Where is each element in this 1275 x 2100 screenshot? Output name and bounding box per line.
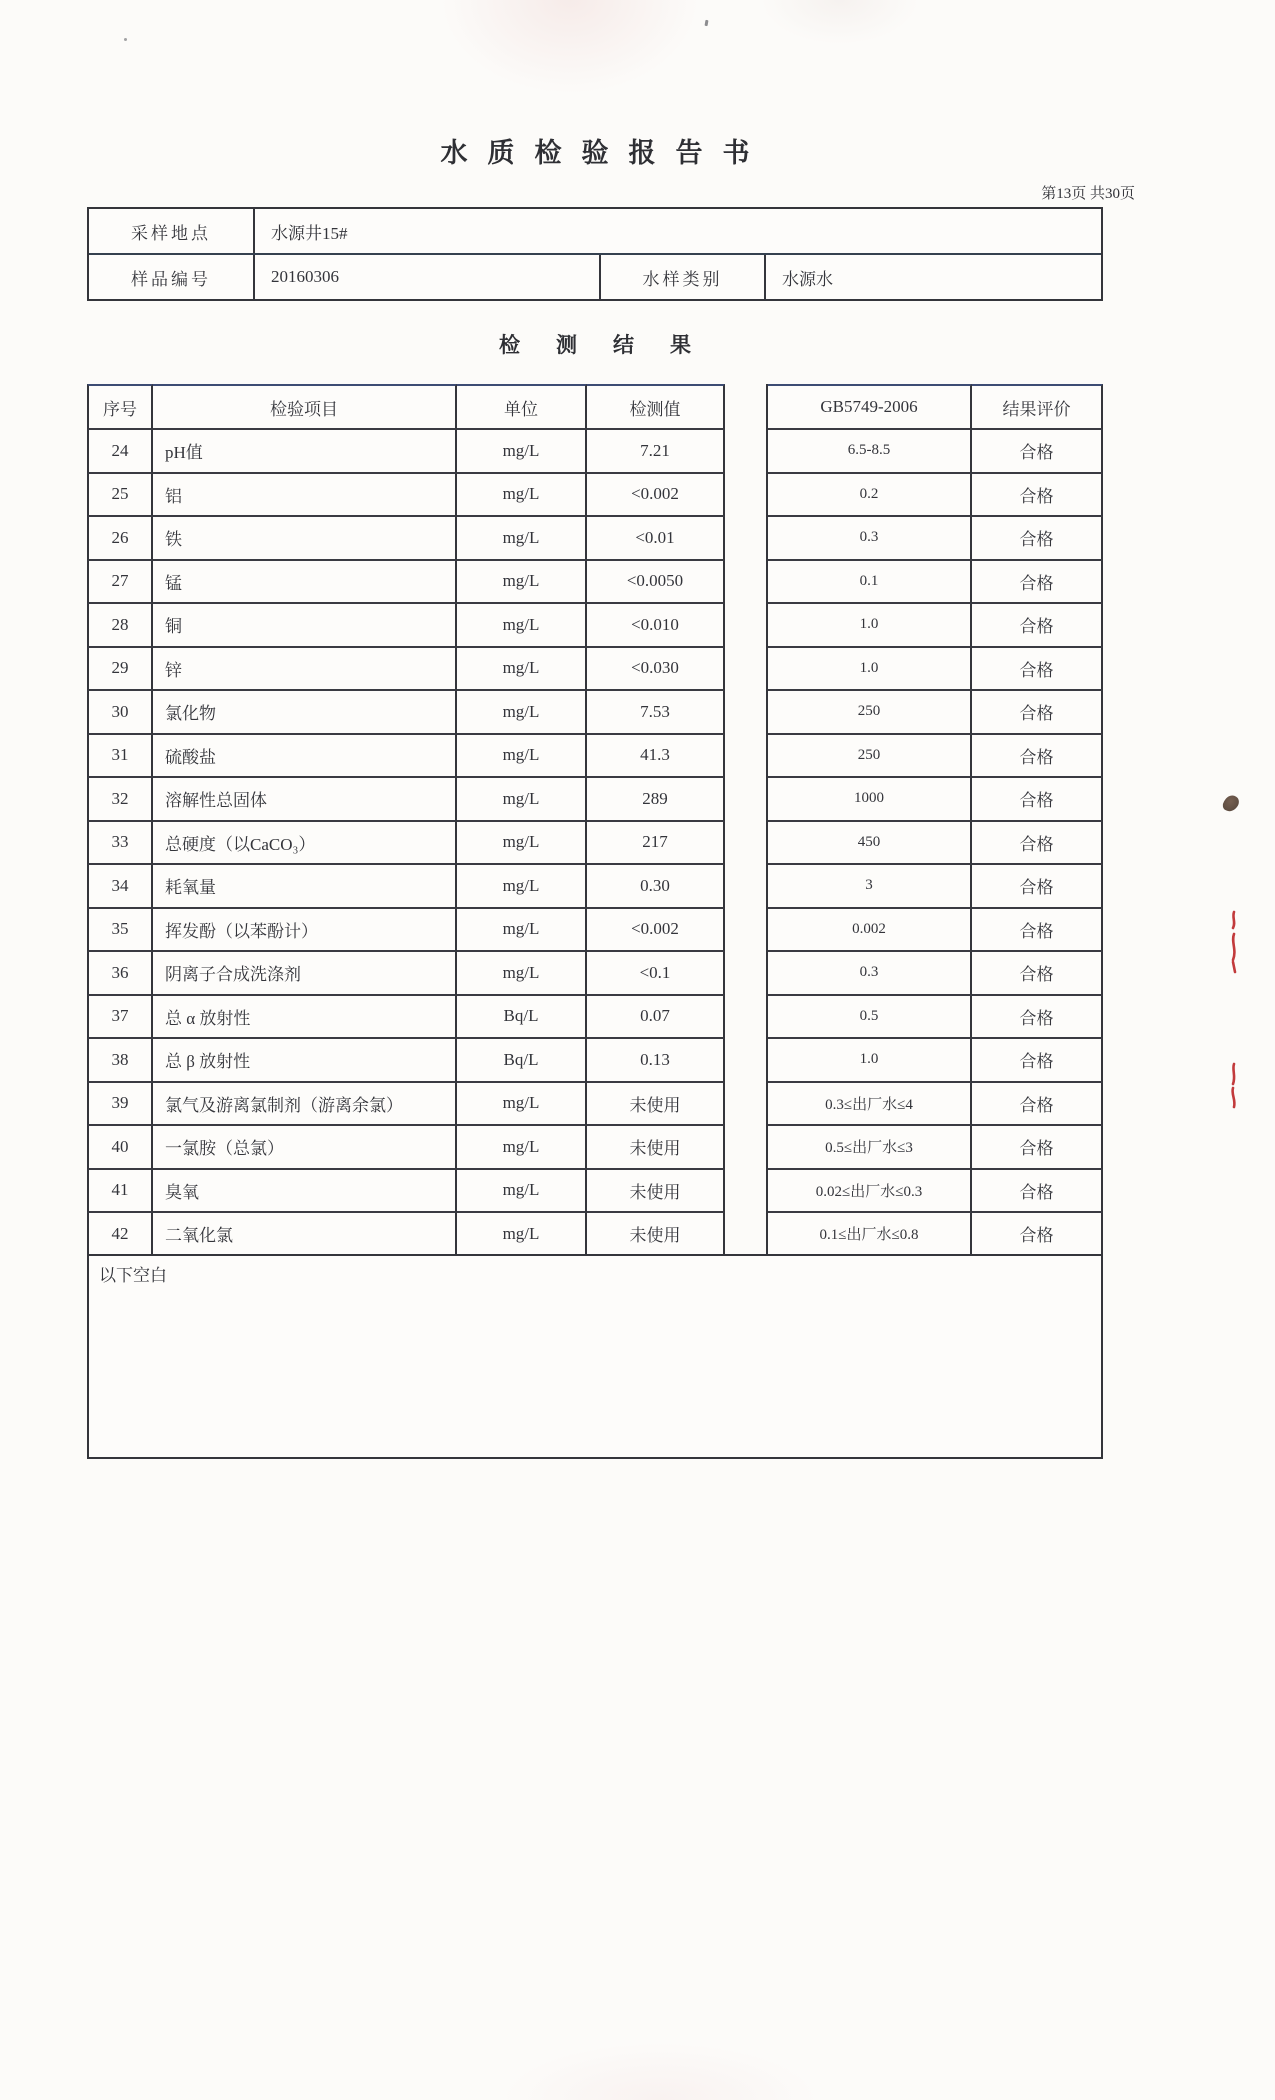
- page-number: 第13页 共30页: [1041, 186, 1135, 202]
- test-item-cell: 总 β 放射性: [153, 1039, 457, 1083]
- table-gap-spacer: [725, 474, 768, 518]
- unit-cell: mg/L: [457, 604, 587, 648]
- column-header-no: 序号: [87, 384, 153, 430]
- row-number-cell: 29: [87, 648, 153, 692]
- test-item-cell: 阴离子合成洗涤剂: [153, 952, 457, 996]
- water-type-value: 水源水: [782, 269, 833, 289]
- test-item-cell: 锰: [153, 561, 457, 605]
- info-row-sample-number: [89, 255, 1101, 299]
- standard-limit-cell: 0.5: [768, 996, 972, 1040]
- unit-cell: mg/L: [457, 735, 587, 779]
- standard-limit-cell: 1.0: [768, 1039, 972, 1083]
- measured-value-cell: 0.07: [587, 996, 725, 1040]
- evaluation-cell: 合格: [972, 735, 1103, 779]
- measured-value-cell: 7.53: [587, 691, 725, 735]
- unit-cell: mg/L: [457, 1126, 587, 1170]
- table-gap-spacer: [725, 822, 768, 866]
- evaluation-cell: 合格: [972, 909, 1103, 953]
- unit-cell: mg/L: [457, 1170, 587, 1214]
- test-item-cell: 耗氧量: [153, 865, 457, 909]
- row-number-cell: 35: [87, 909, 153, 953]
- evaluation-cell: 合格: [972, 1170, 1103, 1214]
- measured-value-cell: <0.002: [587, 909, 725, 953]
- row-number-cell: 28: [87, 604, 153, 648]
- table-gap-spacer: [725, 1126, 768, 1170]
- test-item-cell: 总硬度（以CaCO₃）: [153, 822, 457, 866]
- row-number-cell: 32: [87, 778, 153, 822]
- standard-limit-cell: 0.02≤出厂水≤0.3: [768, 1170, 972, 1214]
- unit-cell: mg/L: [457, 778, 587, 822]
- evaluation-cell: 合格: [972, 1126, 1103, 1170]
- sample-number-label: 样品编号: [89, 255, 255, 299]
- row-number-cell: 37: [87, 996, 153, 1040]
- unit-cell: Bq/L: [457, 996, 587, 1040]
- test-item-cell: 挥发酚（以苯酚计）: [153, 909, 457, 953]
- table-gap-spacer: [725, 517, 768, 561]
- measured-value-cell: <0.030: [587, 648, 725, 692]
- test-item-cell: 一氯胺（总氯）: [153, 1126, 457, 1170]
- row-number-cell: 26: [87, 517, 153, 561]
- measured-value-cell: <0.1: [587, 952, 725, 996]
- measured-value-cell: <0.002: [587, 474, 725, 518]
- row-number-cell: 31: [87, 735, 153, 779]
- row-number-cell: 33: [87, 822, 153, 866]
- evaluation-cell: 合格: [972, 604, 1103, 648]
- row-number-cell: 40: [87, 1126, 153, 1170]
- blank-below-box: [87, 1254, 1103, 1459]
- test-item-cell: 溶解性总固体: [153, 778, 457, 822]
- standard-limit-cell: 0.3: [768, 952, 972, 996]
- sample-info-table: [87, 207, 1103, 301]
- standard-limit-cell: 1.0: [768, 604, 972, 648]
- test-item-cell: 铁: [153, 517, 457, 561]
- unit-cell: Bq/L: [457, 1039, 587, 1083]
- measured-value-cell: 0.13: [587, 1039, 725, 1083]
- water-type-label: 水样类别: [601, 255, 766, 299]
- unit-cell: mg/L: [457, 691, 587, 735]
- test-item-cell: 总 α 放射性: [153, 996, 457, 1040]
- measured-value-cell: <0.01: [587, 517, 725, 561]
- standard-limit-cell: 0.002: [768, 909, 972, 953]
- test-item-cell: 铝: [153, 474, 457, 518]
- unit-cell: mg/L: [457, 909, 587, 953]
- measured-value-cell: <0.0050: [587, 561, 725, 605]
- measured-value-cell: 未使用: [587, 1083, 725, 1127]
- evaluation-cell: 合格: [972, 648, 1103, 692]
- test-item-cell: 二氧化氯: [153, 1213, 457, 1257]
- table-gap-spacer: [725, 1039, 768, 1083]
- measured-value-cell: 289: [587, 778, 725, 822]
- row-number-cell: 24: [87, 430, 153, 474]
- test-item-cell: 硫酸盐: [153, 735, 457, 779]
- table-gap-spacer: [725, 691, 768, 735]
- info-row-sampling-location: [89, 209, 1101, 255]
- row-number-cell: 25: [87, 474, 153, 518]
- column-header-standard: GB5749-2006: [768, 384, 972, 430]
- standard-limit-cell: 1000: [768, 778, 972, 822]
- standard-limit-cell: 0.3≤出厂水≤4: [768, 1083, 972, 1127]
- table-gap-spacer: [725, 430, 768, 474]
- test-item-cell: pH值: [153, 430, 457, 474]
- evaluation-cell: 合格: [972, 1083, 1103, 1127]
- standard-limit-cell: 250: [768, 691, 972, 735]
- sample-number-value: 20160306: [255, 255, 601, 299]
- measured-value-cell: 41.3: [587, 735, 725, 779]
- row-number-cell: 42: [87, 1213, 153, 1257]
- standard-limit-cell: 1.0: [768, 648, 972, 692]
- evaluation-cell: 合格: [972, 430, 1103, 474]
- test-item-cell: 氯化物: [153, 691, 457, 735]
- report-title: 水质检验报告书: [440, 138, 770, 168]
- table-gap-spacer: [725, 384, 768, 430]
- evaluation-cell: 合格: [972, 561, 1103, 605]
- scan-smudge-top: [440, 0, 700, 95]
- row-number-cell: 34: [87, 865, 153, 909]
- unit-cell: mg/L: [457, 822, 587, 866]
- evaluation-cell: 合格: [972, 778, 1103, 822]
- measured-value-cell: 未使用: [587, 1126, 725, 1170]
- table-gap-spacer: [725, 1170, 768, 1214]
- table-gap-spacer: [725, 1213, 768, 1257]
- unit-cell: mg/L: [457, 952, 587, 996]
- scan-speck: [705, 20, 709, 26]
- standard-limit-cell: 450: [768, 822, 972, 866]
- table-gap-spacer: [725, 909, 768, 953]
- standard-limit-cell: 0.3: [768, 517, 972, 561]
- row-number-cell: 39: [87, 1083, 153, 1127]
- standard-limit-cell: 250: [768, 735, 972, 779]
- unit-cell: mg/L: [457, 430, 587, 474]
- standard-limit-cell: 0.1: [768, 561, 972, 605]
- evaluation-cell: 合格: [972, 1213, 1103, 1257]
- evaluation-cell: 合格: [972, 996, 1103, 1040]
- test-item-cell: 铜: [153, 604, 457, 648]
- measured-value-cell: 7.21: [587, 430, 725, 474]
- table-gap-spacer: [725, 996, 768, 1040]
- standard-limit-cell: 0.5≤出厂水≤3: [768, 1126, 972, 1170]
- measured-value-cell: 0.30: [587, 865, 725, 909]
- unit-cell: mg/L: [457, 865, 587, 909]
- test-item-cell: 臭氧: [153, 1170, 457, 1214]
- scan-speck: [124, 38, 127, 41]
- evaluation-cell: 合格: [972, 865, 1103, 909]
- column-header-value: 检测值: [587, 384, 725, 430]
- table-gap-spacer: [725, 865, 768, 909]
- measured-value-cell: <0.010: [587, 604, 725, 648]
- section-heading-test-results: 检测结果: [499, 333, 727, 357]
- measured-value-cell: 未使用: [587, 1170, 725, 1214]
- row-number-cell: 27: [87, 561, 153, 605]
- column-header-unit: 单位: [457, 384, 587, 430]
- blank-below-note: 以下空白: [99, 1266, 167, 1285]
- standard-limit-cell: 3: [768, 865, 972, 909]
- row-number-cell: 41: [87, 1170, 153, 1214]
- unit-cell: mg/L: [457, 648, 587, 692]
- column-header-evaluation: 结果评价: [972, 384, 1103, 430]
- evaluation-cell: 合格: [972, 1039, 1103, 1083]
- evaluation-cell: 合格: [972, 952, 1103, 996]
- table-gap-spacer: [725, 778, 768, 822]
- results-table: [87, 384, 1103, 1257]
- unit-cell: mg/L: [457, 1213, 587, 1257]
- standard-limit-cell: 0.1≤出厂水≤0.8: [768, 1213, 972, 1257]
- evaluation-cell: 合格: [972, 474, 1103, 518]
- scan-smudge-top-2: [760, 0, 920, 45]
- measured-value-cell: 未使用: [587, 1213, 725, 1257]
- unit-cell: mg/L: [457, 474, 587, 518]
- table-gap-spacer: [725, 648, 768, 692]
- unit-cell: mg/L: [457, 517, 587, 561]
- unit-cell: mg/L: [457, 1083, 587, 1127]
- row-number-cell: 36: [87, 952, 153, 996]
- unit-cell: mg/L: [457, 561, 587, 605]
- table-gap-spacer: [725, 952, 768, 996]
- scan-red-mark: [1227, 910, 1241, 974]
- table-gap-spacer: [725, 735, 768, 779]
- test-item-cell: 氯气及游离氯制剂（游离余氯）: [153, 1083, 457, 1127]
- table-gap-spacer: [725, 1083, 768, 1127]
- scan-red-mark: [1227, 1062, 1241, 1110]
- scan-smudge-bottom: [500, 2042, 820, 2100]
- standard-limit-cell: 6.5-8.5: [768, 430, 972, 474]
- scan-ink-blob: [1221, 793, 1242, 815]
- evaluation-cell: 合格: [972, 822, 1103, 866]
- row-number-cell: 38: [87, 1039, 153, 1083]
- measured-value-cell: 217: [587, 822, 725, 866]
- column-header-item: 检验项目: [153, 384, 457, 430]
- standard-limit-cell: 0.2: [768, 474, 972, 518]
- row-number-cell: 30: [87, 691, 153, 735]
- evaluation-cell: 合格: [972, 517, 1103, 561]
- table-gap-spacer: [725, 604, 768, 648]
- sampling-location-label: 采样地点: [89, 209, 255, 253]
- test-item-cell: 锌: [153, 648, 457, 692]
- sampling-location-value: 水源井15#: [271, 223, 348, 243]
- table-gap-spacer: [725, 561, 768, 605]
- evaluation-cell: 合格: [972, 691, 1103, 735]
